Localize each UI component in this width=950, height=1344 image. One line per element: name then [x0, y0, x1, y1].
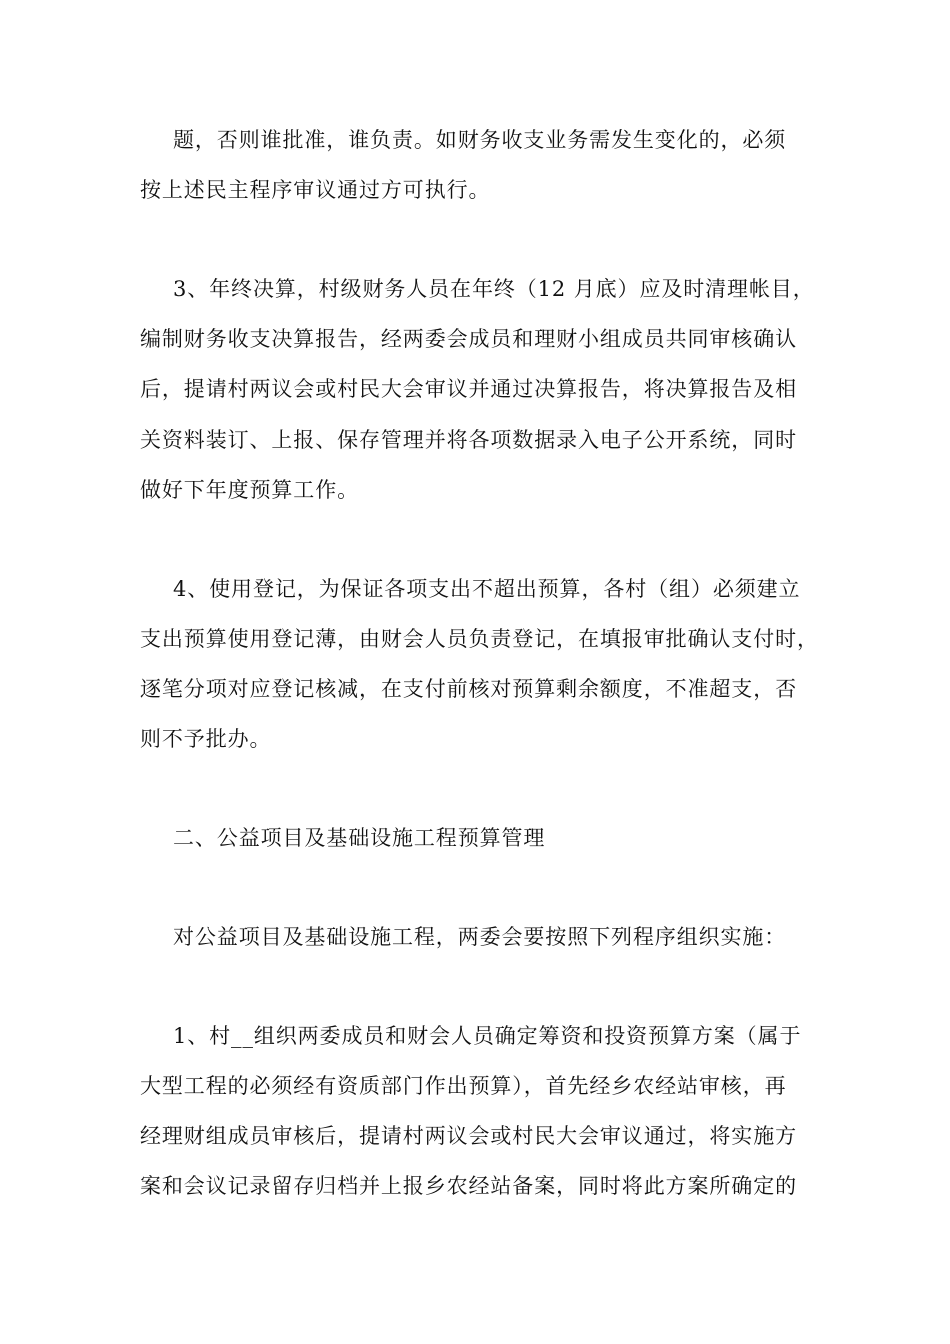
paragraph-2-line-2: 编制财务收支决算报告，经两委会成员和理财小组成员共同审核确认 [140, 327, 797, 351]
paragraph-3-line-2: 支出预算使用登记薄，由财会人员负责登记，在填报审批确认支付时， [140, 627, 819, 651]
paragraph-3-line-1: 4、使用登记，为保证各项支出不超出预算，各村（组）必须建立 [173, 577, 801, 601]
paragraph-6-line-3: 经理财组成员审核后，提请村两议会或村民大会审议通过，将实施方 [140, 1124, 797, 1148]
paragraph-1-line-2: 按上述民主程序审议通过方可执行。 [140, 178, 491, 202]
paragraph-6-line-1: 1、村__组织两委成员和财会人员确定筹资和投资预算方案（属于 [173, 1024, 802, 1048]
paragraph-2-line-1: 3、年终决算，村级财务人员在年终（12 月底）应及时清理帐目， [173, 277, 815, 301]
paragraph-2-line-4: 关资料装订、上报、保存管理并将各项数据录入电子公开系统，同时 [140, 428, 797, 452]
paragraph-3-line-4: 则不予批办。 [140, 727, 272, 751]
section-heading: 二、公益项目及基础设施工程预算管理 [173, 826, 546, 850]
paragraph-6-line-4: 案和会议记录留存归档并上报乡农经站备案，同时将此方案所确定的 [140, 1174, 797, 1198]
paragraph-3-line-3: 逐笔分项对应登记核减，在支付前核对预算剩余额度，不准超支，否 [140, 677, 797, 701]
paragraph-2-line-3: 后，提请村两议会或村民大会审议并通过决算报告，将决算报告及相 [140, 377, 797, 401]
paragraph-6-line-2: 大型工程的必须经有资质部门作出预算），首先经乡农经站审核，再 [140, 1074, 787, 1098]
paragraph-1-line-1: 题，否则谁批准，谁负责。如财务收支业务需发生变化的，必须 [173, 128, 787, 152]
paragraph-2-line-5: 做好下年度预算工作。 [140, 478, 359, 502]
paragraph-5-line-1: 对公益项目及基础设施工程，两委会要按照下列程序组织实施： [173, 925, 787, 949]
